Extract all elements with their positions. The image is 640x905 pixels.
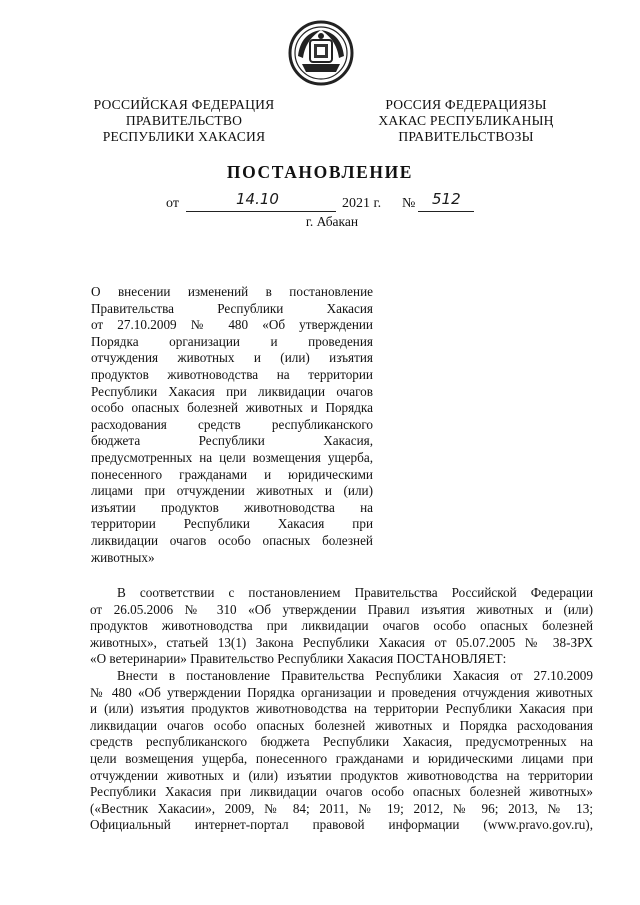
body-line: Официальный интернет-портал правовой информации (www.pravo.gov.ru), [90,817,593,833]
body-line: продуктов животноводства при ликвидации очагов особо опасных болезней [90,618,593,634]
city-name: г. Абакан [305,214,359,229]
subject-line: продуктов животноводства на территории [91,366,373,382]
subject-line: предусмотренных на цели возмещения ущерба, [91,449,373,465]
subject-line: Правительства Республики Хакасия [91,300,373,316]
subject-line: расходования средств республиканского [91,416,373,432]
body-line: цели возмещения ущерба, понесенного гражданами и юридическими лицами при [90,750,593,766]
body-line: отчуждении животных и (или) изъятии продуктов животноводства на территории [90,767,593,783]
header-right-khakas [366,97,566,145]
subject-line: особо опасных болезней животных и Порядка [91,400,373,416]
document-body [90,585,593,834]
subject-line: отчуждения животных и (или) изъятия [91,350,373,366]
subject-line: изъятии продуктов животноводства на [91,499,373,515]
body-line: средств республиканского бюджета Республики Хакасия, предусмотренных на [90,734,593,750]
header-right-line: ХАКАС РЕСПУБЛИКАНЫҢ [378,113,554,128]
body-line: Республики Хакасия при ликвидации очагов особо опасных болезней животных» [90,784,593,800]
body-line: от 26.05.2006 № 310 «Об утверждении Правил изъятия животных и (или) [90,601,593,617]
date-number-line [0,190,640,214]
number-underline [418,211,474,212]
header-left-line: РОССИЙСКАЯ ФЕДЕРАЦИЯ [93,97,275,112]
subject-line: бюджета Республики Хакасия, [91,433,373,449]
subject-line: ликвидации очагов особо опасных болезней [91,532,373,548]
handwritten-date: 14.10 [236,190,279,208]
header-right-line: РОССИЯ ФЕДЕРАЦИЯЗЫ [385,97,547,112]
subject-line: О внесении изменений в постановление [91,284,373,299]
body-line: В соответствии с постановлением Правительства Российской Федерации [117,585,593,600]
subject-line: от 27.10.2009 № 480 «Об утверждении [91,317,373,333]
subject-line: территории Республики Хакасия при [91,516,373,532]
subject-line: Порядка организации и проведения [91,333,373,349]
date-year: 2021 г. [342,196,382,211]
handwritten-number: 512 [432,190,461,208]
header-right-line: ПРАВИТЕЛЬСТВОЗЫ [398,129,534,144]
body-line: («Вестник Хакасии», 2009, № 84; 2011, № 19; 2012, № 96; 2013, № 13; [90,800,593,816]
body-line: животных», статьей 13(1) Закона Республики Хакасия от 05.07.2005 № 38-ЗРХ [90,634,593,650]
subject-line: животных» [91,549,155,565]
subject-line: лицами при отчуждении животных и (или) [91,483,373,499]
body-line: Внести в постановление Правительства Республики Хакасия от 27.10.2009 [117,667,593,683]
document-subject [91,284,373,566]
header-left-russian [84,97,284,145]
header-left-line: ПРАВИТЕЛЬСТВО [125,113,243,128]
number-sign: № [402,196,416,211]
header-left-line: РЕСПУБЛИКИ ХАКАСИЯ [102,129,266,144]
coat-of-arms-emblem [288,20,354,86]
body-line: и (или) изъятия продуктов животноводства на территории Республики Хакасия при [90,701,593,717]
date-underline [186,211,336,212]
body-line: № 480 «Об утверждении Порядка организации и проведения отчуждения животных [90,684,593,700]
date-prefix: от [166,196,179,211]
body-line: ликвидации очагов особо опасных болезней животных и Порядка расходования [90,717,593,733]
subject-line: Республики Хакасия при ликвидации очагов [91,383,373,399]
body-line: «О ветеринарии» Правительство Республики Хакасия ПОСТАНОВЛЯЕТ: [90,651,507,667]
document-title: ПОСТАНОВЛЕНИЕ [226,162,414,182]
subject-line: понесенного гражданами и юридическими [91,466,373,482]
